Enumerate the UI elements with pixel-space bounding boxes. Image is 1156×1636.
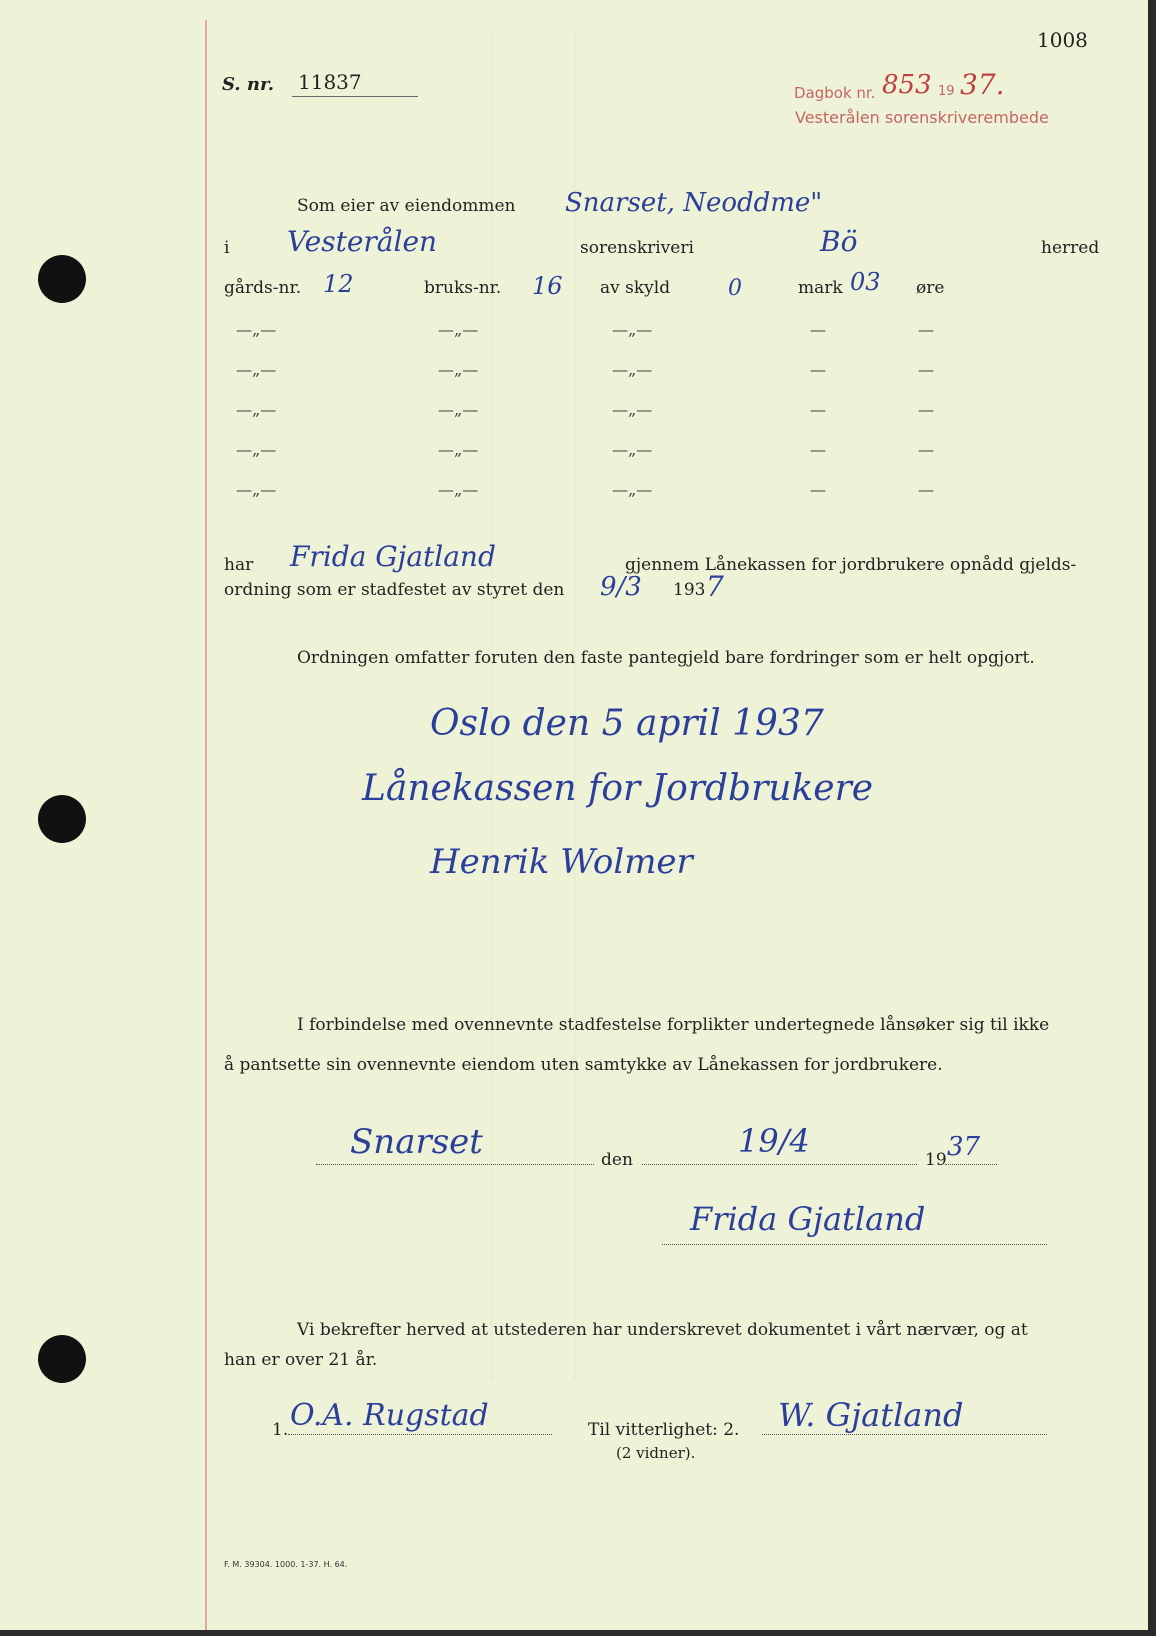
witness-2-signature: W. Gjatland bbox=[778, 1396, 964, 1434]
ditto-r2-c3: —„— bbox=[612, 360, 653, 379]
obligation-year-suffix: 37 bbox=[947, 1132, 981, 1162]
ditto-r3-c5: — bbox=[918, 400, 934, 419]
punch-hole-2 bbox=[38, 795, 86, 843]
skyld-mark: 0 bbox=[728, 276, 742, 301]
ditto-r3-c3: —„— bbox=[612, 400, 653, 419]
obligation-line-1: I forbindelse med ovennevnte stadfestelse forplikter undertegnede lånsøker sig til ikke bbox=[297, 1015, 1050, 1035]
ditto-r2-c1: —„— bbox=[236, 360, 277, 379]
ditto-r1-c1: —„— bbox=[236, 320, 277, 339]
agreement-year-suffix: 7 bbox=[706, 570, 724, 603]
serial-label: S. nr. bbox=[222, 74, 275, 95]
ditto-r5-c5: — bbox=[918, 480, 934, 499]
property-name: Snarset, Neoddme" bbox=[565, 188, 823, 218]
witness-1-signature: O.A. Rugstad bbox=[290, 1398, 489, 1433]
footer-print-code: F. M. 39304. 1000. 1-37. H. 64. bbox=[224, 1560, 348, 1569]
page-number: 1008 bbox=[1037, 28, 1088, 52]
ditto-r3-c2: —„— bbox=[438, 400, 479, 419]
sign-line-1: Oslo den 5 april 1937 bbox=[430, 703, 824, 744]
agreement-text-2: ordning som er stadfestet av styret den bbox=[224, 580, 565, 600]
sign-line-2: Lånekassen for Jordbrukere bbox=[362, 768, 874, 809]
stamp-dagbok-label: Dagbok nr. bbox=[794, 84, 876, 102]
ditto-r3-c4: — bbox=[810, 400, 826, 419]
page-edge-right bbox=[1148, 0, 1156, 1636]
ditto-r1-c5: — bbox=[918, 320, 934, 339]
ditto-r5-c3: —„— bbox=[612, 480, 653, 499]
borrower-name: Frida Gjatland bbox=[290, 540, 496, 573]
page-edge-bottom bbox=[0, 1630, 1156, 1636]
ditto-r5-c2: —„— bbox=[438, 480, 479, 499]
skyld-label: av skyld bbox=[600, 278, 671, 298]
witness-line-2: han er over 21 år. bbox=[224, 1350, 378, 1370]
stamp-office: Vesterålen sorenskriverembede bbox=[795, 108, 1049, 127]
witness-line-1: Vi bekrefter herved at utstederen har underskrevet dokumentet i vårt nærvær, og at bbox=[297, 1320, 1028, 1340]
sorenskriveri-label: sorenskriveri bbox=[580, 238, 694, 258]
ditto-r2-c2: —„— bbox=[438, 360, 479, 379]
ditto-r4-c2: —„— bbox=[438, 440, 479, 459]
bruks-nr: 16 bbox=[532, 272, 563, 300]
obligation-place: Snarset bbox=[350, 1122, 483, 1162]
ditto-r1-c2: —„— bbox=[438, 320, 479, 339]
bruks-label: bruks-nr. bbox=[424, 278, 502, 298]
owner-label: Som eier av eiendommen bbox=[297, 196, 516, 216]
place-dotline bbox=[316, 1164, 594, 1165]
witness-2-dotline bbox=[762, 1434, 1047, 1435]
ditto-r1-c3: —„— bbox=[612, 320, 653, 339]
serial-number: 11837 bbox=[298, 70, 362, 94]
ore-value: 03 bbox=[850, 268, 881, 296]
punch-hole-3 bbox=[38, 1335, 86, 1383]
obligation-line-2: å pantsette sin ovennevnte eiendom uten samtykke av Lånekassen for jordbrukere. bbox=[224, 1055, 943, 1075]
ore-label: øre bbox=[916, 278, 945, 298]
serial-underline bbox=[292, 96, 418, 97]
ditto-r1-c4: — bbox=[810, 320, 826, 339]
herred-label: herred bbox=[1041, 238, 1100, 258]
ditto-r5-c1: —„— bbox=[236, 480, 277, 499]
punch-hole-1 bbox=[38, 255, 86, 303]
stamp-year-prefix: 19 bbox=[938, 84, 955, 99]
ditto-r4-c3: —„— bbox=[612, 440, 653, 459]
margin-line bbox=[205, 20, 207, 1630]
obligation-year-prefix: 19 bbox=[925, 1150, 947, 1170]
ditto-r2-c5: — bbox=[918, 360, 934, 379]
ditto-r4-c5: — bbox=[918, 440, 934, 459]
stamp-year-suffix: 37. bbox=[960, 68, 1005, 101]
har-label: har bbox=[224, 555, 254, 575]
gards-nr: 12 bbox=[323, 270, 354, 298]
borrower-signature: Frida Gjatland bbox=[690, 1200, 926, 1238]
agreement-text-1: gjennem Lånekassen for jordbrukere opnådd gjelds- bbox=[625, 555, 1077, 575]
stamp-dagbok-number: 853 bbox=[882, 70, 932, 100]
municipality: Bö bbox=[820, 225, 858, 258]
ditto-r3-c1: —„— bbox=[236, 400, 277, 419]
ditto-r4-c1: —„— bbox=[236, 440, 277, 459]
signature-dotline bbox=[662, 1244, 1047, 1245]
witness-num-1: 1. bbox=[272, 1420, 289, 1440]
witness-1-dotline bbox=[288, 1434, 552, 1435]
ditto-r4-c4: — bbox=[810, 440, 826, 459]
agreement-date: 9/3 bbox=[600, 572, 642, 602]
til-vitterlighet-label: Til vitterlighet: 2. bbox=[588, 1420, 740, 1440]
date-dotline bbox=[642, 1164, 917, 1165]
year-dotline bbox=[945, 1164, 997, 1165]
district: Vesterålen bbox=[287, 225, 438, 258]
sign-line-3: Henrik Wolmer bbox=[430, 842, 693, 882]
ditto-r2-c4: — bbox=[810, 360, 826, 379]
agreement-year-prefix: 193 bbox=[673, 580, 706, 600]
obligation-date: 19/4 bbox=[738, 1122, 810, 1160]
vidner-label: (2 vidner). bbox=[616, 1444, 696, 1462]
ditto-r5-c4: — bbox=[810, 480, 826, 499]
mark-label: mark bbox=[798, 278, 843, 298]
ordning-text: Ordningen omfatter foruten den faste pantegjeld bare fordringer som er helt opgjort. bbox=[297, 648, 1035, 668]
i-label: i bbox=[224, 238, 230, 258]
obligation-den-label: den bbox=[601, 1150, 633, 1170]
gards-label: gårds-nr. bbox=[224, 278, 302, 298]
